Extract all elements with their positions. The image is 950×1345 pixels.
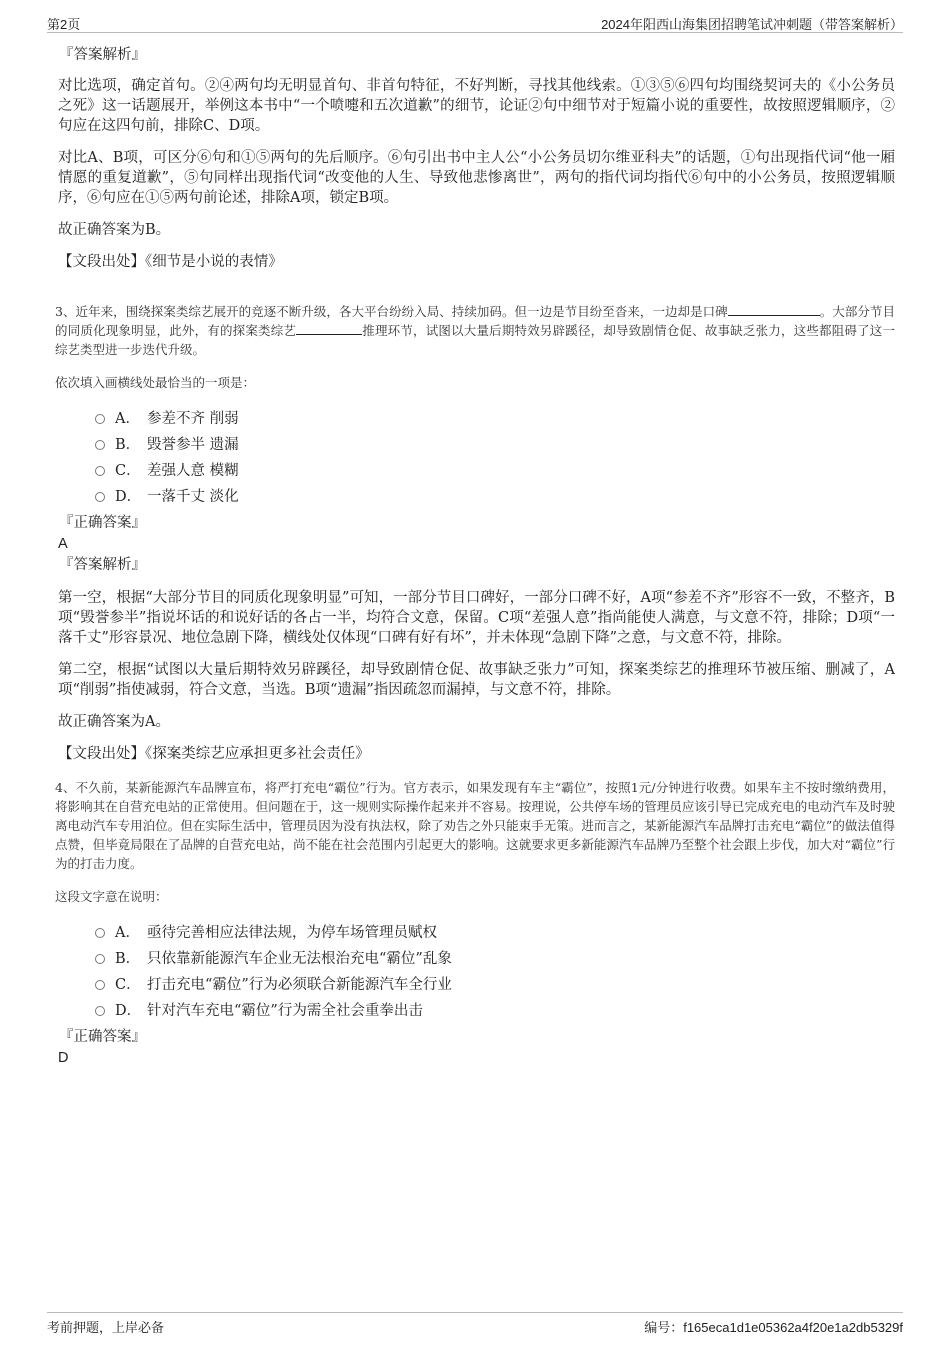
q2-source: 【文段出处】《细节是小说的表情》 — [58, 254, 283, 270]
q4-stem: 4、不久前，某新能源汽车品牌宣布，将严打充电“霸位”行为。官方表示，如果发现有车主“霸位”，按照1元/分钟进行收费。如果车主不按时缴纳费用，将影响其在自营充电站的正常使用。但问题在于，这一规则实际操作起来并不容易。按理说，公共停车场的管理员应该引导已完成充电的电动汽车及时驶离电动汽车专用泊位。但在实际生活中，管理员因为没有执法权，除了劝告之外只能束手无策。进而言之，某新能源汽车品牌打击充电“霸位”的做法值得点赞，但毕竟局限在了品牌的自营充电站，尚不能在社会范围内引起更大的影响。这就要求更多新能源汽车品牌乃至整个社会跟上步伐，加大对“霸位”行为的打击力度。 — [55, 780, 895, 871]
page-content — [55, 44, 895, 1078]
q2-conclusion: 故正确答案为B。 — [58, 222, 171, 238]
q2-analysis-para2: 对比A、B项，可区分⑥句和①⑤两句的先后顺序。⑥句引出书中主人公“小公务员切尔维亚科夫”的话题，①句出现指代词“他一厢情愿的重复道歉”，⑤句同样出现指代词“改变他的人生、导致他悲惨离世”，两句的指代词均指代⑥句中的小公务员，按照逻辑顺序，⑥句应在①⑤两句前论述，排除A项，锁定B项。 — [58, 150, 895, 206]
q3-analysis-label: 『答案解析』 — [59, 557, 146, 573]
radio-icon[interactable] — [95, 928, 105, 938]
q4-option-d[interactable]: D． 针对汽车充电“霸位”行为需全社会重拳出击 — [95, 996, 895, 1022]
document-code: 编号：f165eca1d1e05362a4f20e1a2db5329f — [644, 1320, 903, 1335]
q4-prompt: 这段文字意在说明： — [55, 889, 168, 904]
page-footer — [47, 1312, 903, 1337]
q3-blank-2 — [296, 322, 362, 335]
q4-option-c[interactable]: C． 打击充电“霸位”行为必须联合新能源汽车全行业 — [95, 970, 895, 996]
q3-stem: 3、近年来，围绕探案类综艺展开的竞逐不断升级，各大平台纷纷入局、持续加码。但一边是节目纷至沓来，一边却是口碑 。大部分节目的同质化现象明显，此外，有的探案类综艺 推理环节，试图以大量后期特效另辟蹊径，却导致剧情仓促、故事缺乏张力，这些都阻碍了这一综艺类型进一步迭代升级。 — [55, 304, 895, 357]
radio-icon[interactable] — [95, 492, 105, 502]
radio-icon[interactable] — [95, 466, 105, 476]
q3-answer: A — [58, 536, 68, 552]
q3-option-d[interactable]: D． 一落千丈 淡化 — [95, 482, 895, 508]
radio-icon[interactable] — [95, 440, 105, 450]
q4-option-b[interactable]: B． 只依靠新能源汽车企业无法根治充电“霸位”乱象 — [95, 944, 895, 970]
q3-conclusion: 故正确答案为A。 — [58, 714, 170, 730]
page-number: 第2页 — [47, 17, 81, 32]
footer-slogan: 考前押题，上岸必备 — [47, 1320, 165, 1335]
q2-analysis-para1: 对比选项，确定首句。②④两句均无明显首句、非首句特征，不好判断，寻找其他线索。①③⑤⑥四句均围绕契诃夫的《小公务员之死》这一话题展开，举例这本书中“一个喷嚏和五次道歉”的细节，论证②句中细节对于短篇小说的重要性，故按照逻辑顺序，②句应在这四句前，排除C、D项。 — [58, 78, 895, 134]
radio-icon[interactable] — [95, 980, 105, 990]
radio-icon[interactable] — [95, 414, 105, 424]
document-title: 2024年阳西山海集团招聘笔试冲刺题（带答案解析） — [601, 17, 903, 32]
q4-answer-label: 『正确答案』 — [59, 1029, 146, 1045]
q3-source: 【文段出处】《探案类综艺应承担更多社会责任》 — [58, 746, 370, 762]
q3-options — [95, 404, 895, 508]
page-header — [47, 12, 903, 33]
q3-blank-1 — [728, 303, 820, 316]
q3-answer-label: 『正确答案』 — [59, 515, 146, 531]
q3-option-a[interactable]: A． 参差不齐 削弱 — [95, 404, 895, 430]
q3-analysis-para2: 第二空，根据“试图以大量后期特效另辟蹊径，却导致剧情仓促、故事缺乏张力”可知，探案类综艺的推理环节被压缩、删减了，A项“削弱”指使减弱，符合文意，当选。B项“遗漏”指因疏忽而漏掉，与文意不符，排除。 — [58, 662, 895, 698]
q3-prompt: 依次填入画横线处最恰当的一项是： — [55, 375, 256, 390]
q3-analysis-para1: 第一空，根据“大部分节目的同质化现象明显”可知，一部分节目口碑好，一部分口碑不好，A项“参差不齐”形容不一致，不整齐，B项“毁誉参半”指说坏话的和说好话的各占一半，均符合文意，保留。C项“差强人意”指尚能使人满意，与文意不符，排除；D项“一落千丈”形容景况、地位急剧下降，横线处仅体现“口碑有好有坏”，并未体现“急剧下降”之意，与文意不符，排除。 — [58, 590, 895, 646]
radio-icon[interactable] — [95, 954, 105, 964]
q4-answer: D — [58, 1050, 69, 1066]
q4-option-a[interactable]: A． 亟待完善相应法律法规，为停车场管理员赋权 — [95, 918, 895, 944]
radio-icon[interactable] — [95, 1006, 105, 1016]
q2-analysis-label: 『答案解析』 — [59, 47, 146, 63]
q4-options — [95, 918, 895, 1022]
q3-option-c[interactable]: C． 差强人意 模糊 — [95, 456, 895, 482]
q3-option-b[interactable]: B． 毁誉参半 遗漏 — [95, 430, 895, 456]
